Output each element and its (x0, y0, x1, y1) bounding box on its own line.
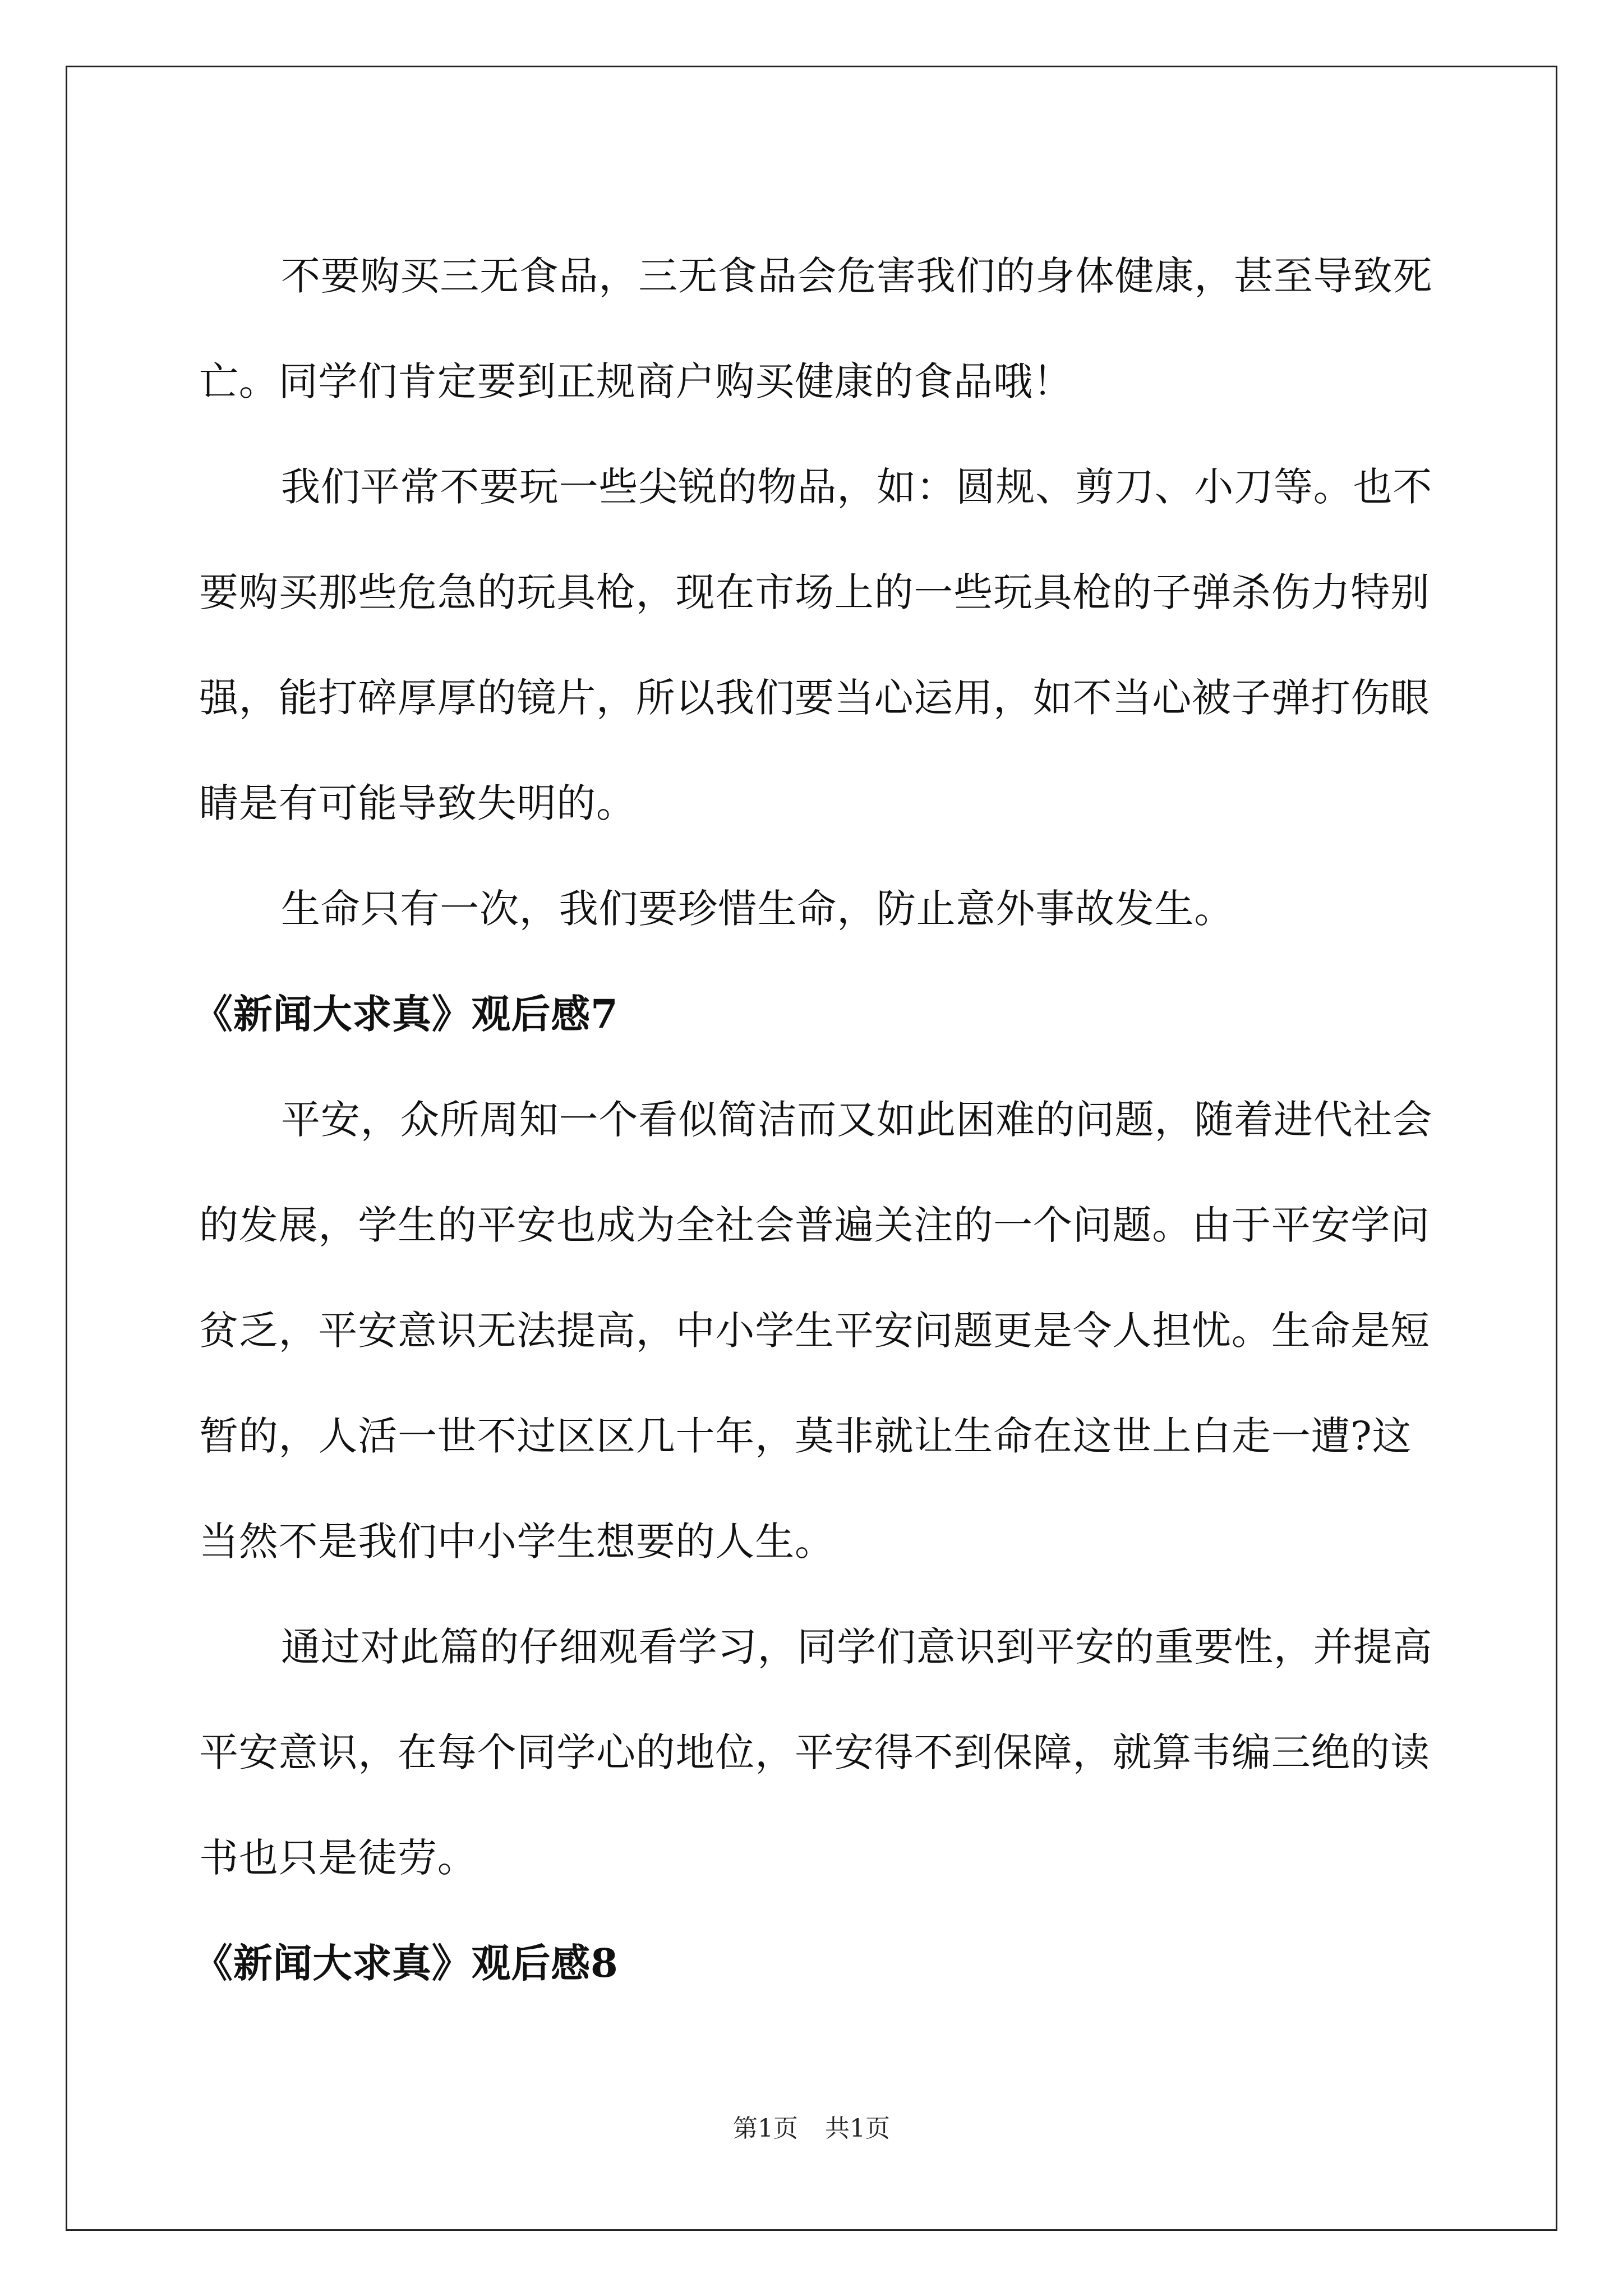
paragraph-sharp-objects: 我们平常不要玩一些尖锐的物品，如：圆规、剪刀、小刀等。也不要购买那些危急的玩具枪，现在市场上的一些玩具枪的子弹杀伤力特别强，能打碎厚厚的镜片，所以我们要当心运用，如不当心被子弹打伤眼睛是有可能导致失明的。 (199, 464, 1433, 826)
page-total: 共1页 (825, 2114, 890, 2143)
section-heading-7: 《新闻大求真》观后感7 (193, 991, 619, 1037)
page-number: 第1页 (733, 2114, 798, 2143)
document-body (193, 223, 1433, 2016)
section-heading-8: 《新闻大求真》观后感8 (193, 1940, 619, 1986)
paragraph-safety-intro: 平安，众所周知一个看似简洁而又如此困难的问题，随着进代社会的发展，学生的平安也成为全社会普遍关注的一个问题。由于平安学问贫乏，平安意识无法提高，中小学生平安问题更是令人担忧。生命是短暂的，人活一世不过区区几十年，莫非就让生命在这世上白走一遭?这当然不是我们中小学生想要的人生。 (199, 1097, 1433, 1565)
paragraph-food-safety: 不要购买三无食品，三无食品会危害我们的身体健康，甚至导致死亡。同学们肯定要到正规商户购买健康的食品哦！ (199, 253, 1433, 404)
paragraph-safety-awareness: 通过对此篇的仔细观看学习，同学们意识到平安的重要性，并提高平安意识，在每个同学心的地位，平安得不到保障，就算韦编三绝的读书也只是徒劳。 (199, 1624, 1433, 1881)
paragraph-cherish-life: 生命只有一次，我们要珍惜生命，防止意外事故发生。 (281, 886, 1234, 932)
page-footer (0, 2112, 1623, 2146)
